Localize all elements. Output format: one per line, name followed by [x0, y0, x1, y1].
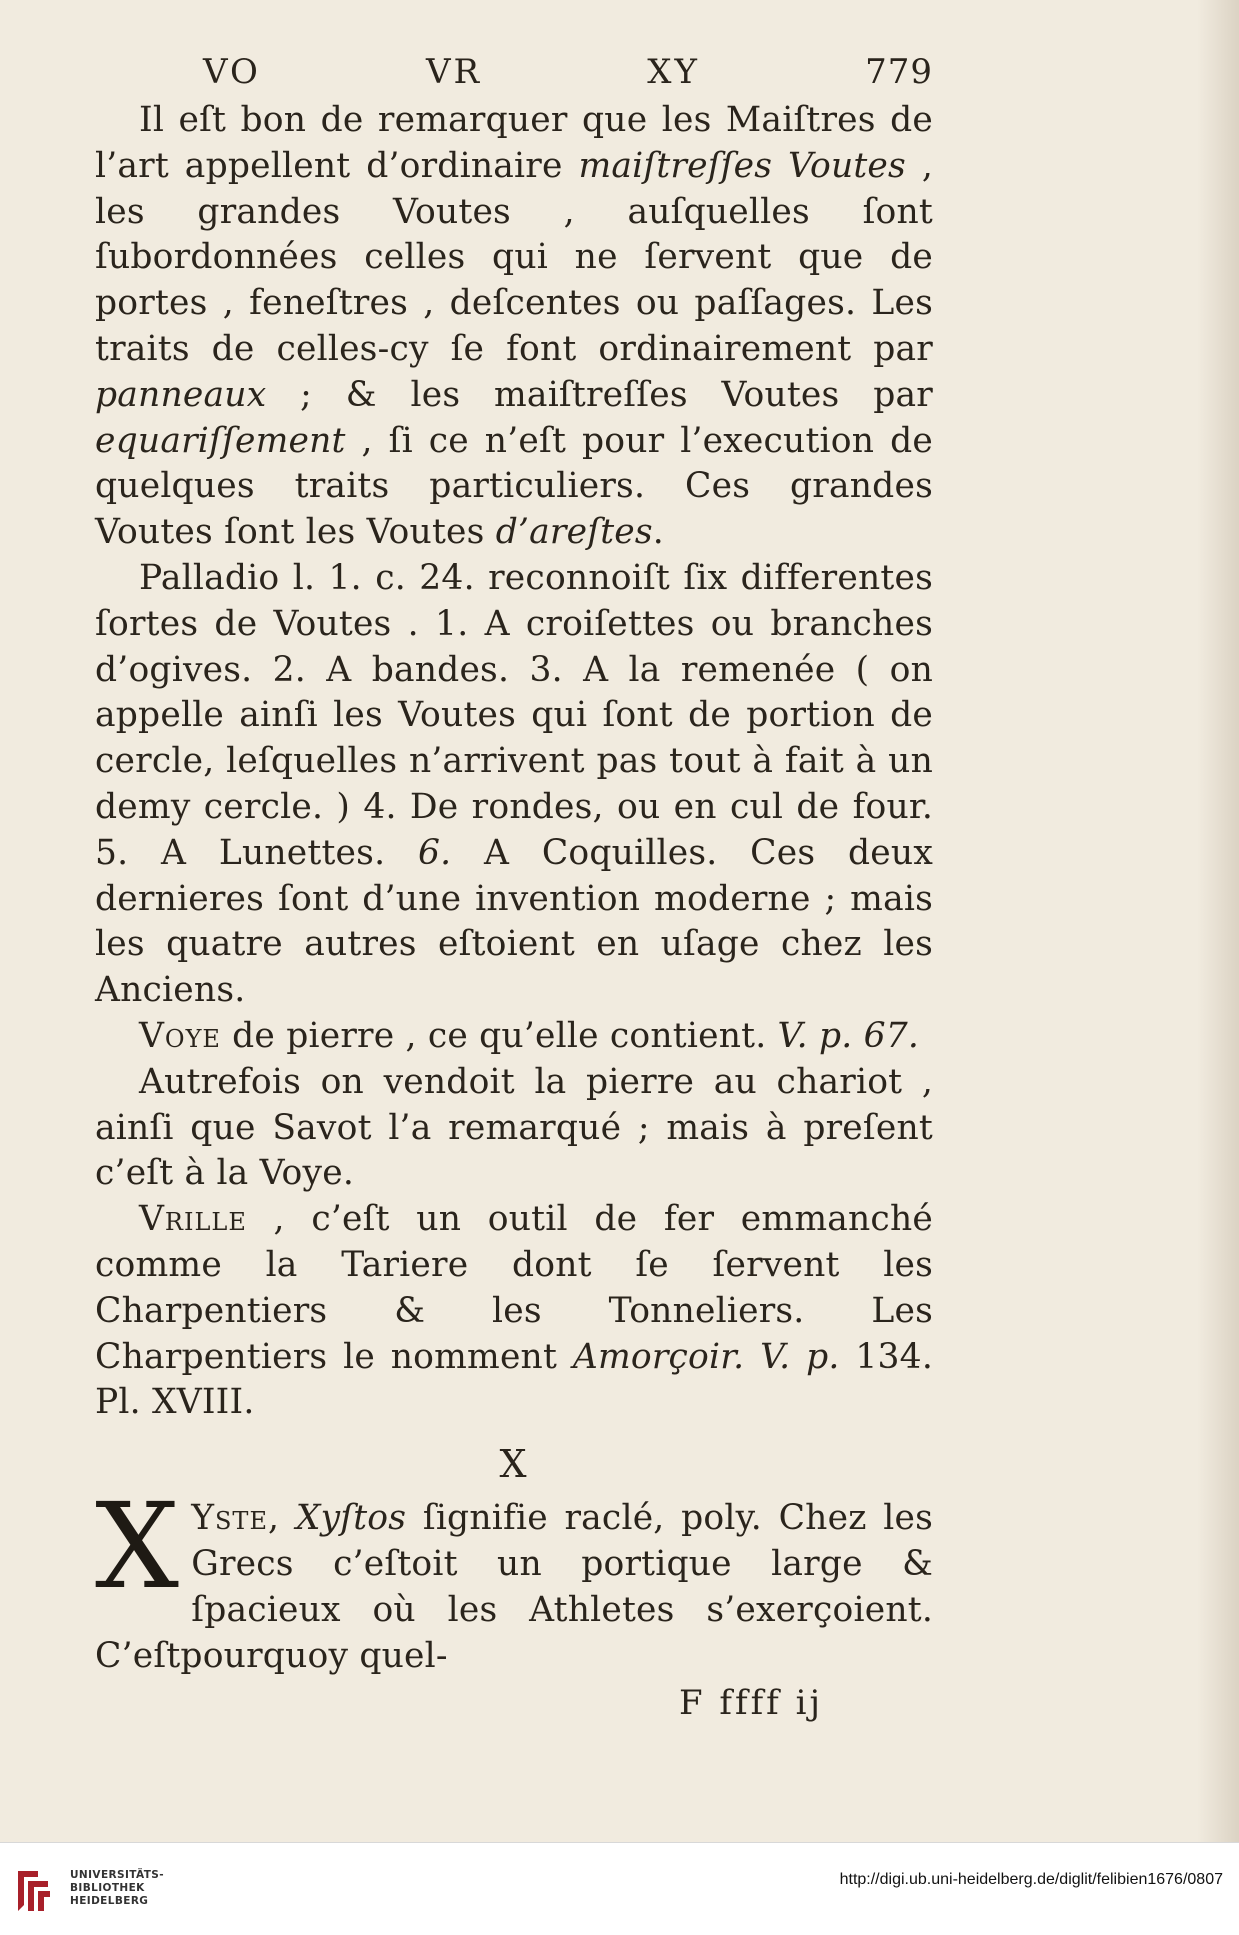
text-run: Il eſt bon de remarquer que les Maiſtres de l’art appellent d’ordinaire [95, 100, 933, 186]
italic-reference: Amorçoir. V. p. [572, 1336, 840, 1377]
paragraph-vrille-entry [95, 1197, 933, 1426]
text-run: 134. Pl. XVIII. [95, 1336, 933, 1423]
italic-term: equariſſement [95, 420, 346, 461]
text-run: Autrefois on vendoit la pierre au chariot , ainſi que Savot l’a remarqué ; mais à preſent c’eſt à la Voye. [95, 1061, 933, 1194]
running-header [95, 52, 933, 98]
text-run: Palladio l. 1. c. 24. reconnoiſt ſix differentes ſortes de Voutes . 1. A croiſettes ou branches d’ogives. 2. A bandes. 3. A la remenée ( on appelle ainſi les Voutes qui ſont de portion de cercle, leſquelles n’arrivent pas tout à fait à un demy cercle. ) 4. De rondes, ou en cul de four. 5. A Lunettes. [95, 557, 933, 873]
italic-reference: V. p. 67. [777, 1015, 920, 1056]
library-name-line: HEIDELBERG [70, 1895, 149, 1907]
viewer-footer [0, 1842, 1239, 1935]
text-run: ſignifie raclé, poly. Chez les Grecs c’eſtoit un portique large & ſpacieux où les Athletes s’exerçoient. C’eſtpourquoy quel- [95, 1498, 933, 1676]
page-text [95, 52, 933, 1727]
library-logo-icon [14, 1867, 54, 1915]
italic-term: d’areſtes [495, 512, 653, 553]
library-name-line: BIBLIOTHEK [70, 1882, 145, 1894]
entry-headword: Voye [139, 1015, 221, 1056]
section-letter-heading: X [499, 1442, 529, 1487]
drop-cap-letter: X [95, 1477, 180, 1616]
italic-term: 6. [417, 832, 452, 873]
paragraph-voye-entry [95, 1014, 933, 1060]
text-run: A Coquilles. Ces deux dernieres ſont d’une invention moderne ; mais les quatre autres eſtoient en uſage chez les Anciens. [95, 832, 933, 1011]
source-url-link[interactable]: http://digi.ub.uni-heidelberg.de/diglit/felibien1676/0807 [839, 1871, 1223, 1888]
italic-term: panneaux [95, 374, 267, 415]
printer-signature-mark: F ffff ij [679, 1683, 823, 1724]
paragraph-maistresses-voutes [95, 98, 933, 556]
paragraph-xyste-entry [95, 1477, 933, 1679]
library-name [70, 1869, 164, 1908]
text-run: , [267, 1498, 296, 1539]
page-number: 779 [865, 52, 933, 92]
text-run: ; & les maiſtreſſes Voutes par [266, 374, 933, 415]
library-name-line: UNIVERSITÄTS- [70, 1869, 165, 1881]
text-run: , ſi ce n’eſt pour l’execution de quelques traits particuliers. Ces grandes Voutes ſont les Voutes [95, 420, 933, 553]
entry-headword: Vrille [139, 1199, 247, 1240]
header-center: VR [425, 52, 483, 92]
text-run: , c’eſt un outil de fer emmanché comme la Tariere dont ſe ſervent les Charpentiers & les Tonneliers. Les Charpentiers le nomment [95, 1199, 933, 1377]
italic-term: Xyſtos [295, 1498, 407, 1539]
text-run: . [652, 512, 664, 553]
text-run: , les grandes Voutes , auſquelles ſont ſubordonnées celles qui ne ſervent que de portes , feneſtres , deſcentes ou paſſages. Les traits de celles-cy ſe font ordinairement par [95, 145, 933, 369]
paragraph-autrefois [95, 1060, 933, 1197]
paragraph-palladio [95, 556, 933, 1014]
entry-headword: Yste [191, 1498, 268, 1539]
text-run: de pierre , ce qu’elle contient. [220, 1015, 778, 1056]
header-left: VO [203, 52, 261, 92]
header-right: XY [647, 52, 700, 92]
italic-term: maiſtreſſes Voutes [578, 145, 906, 186]
